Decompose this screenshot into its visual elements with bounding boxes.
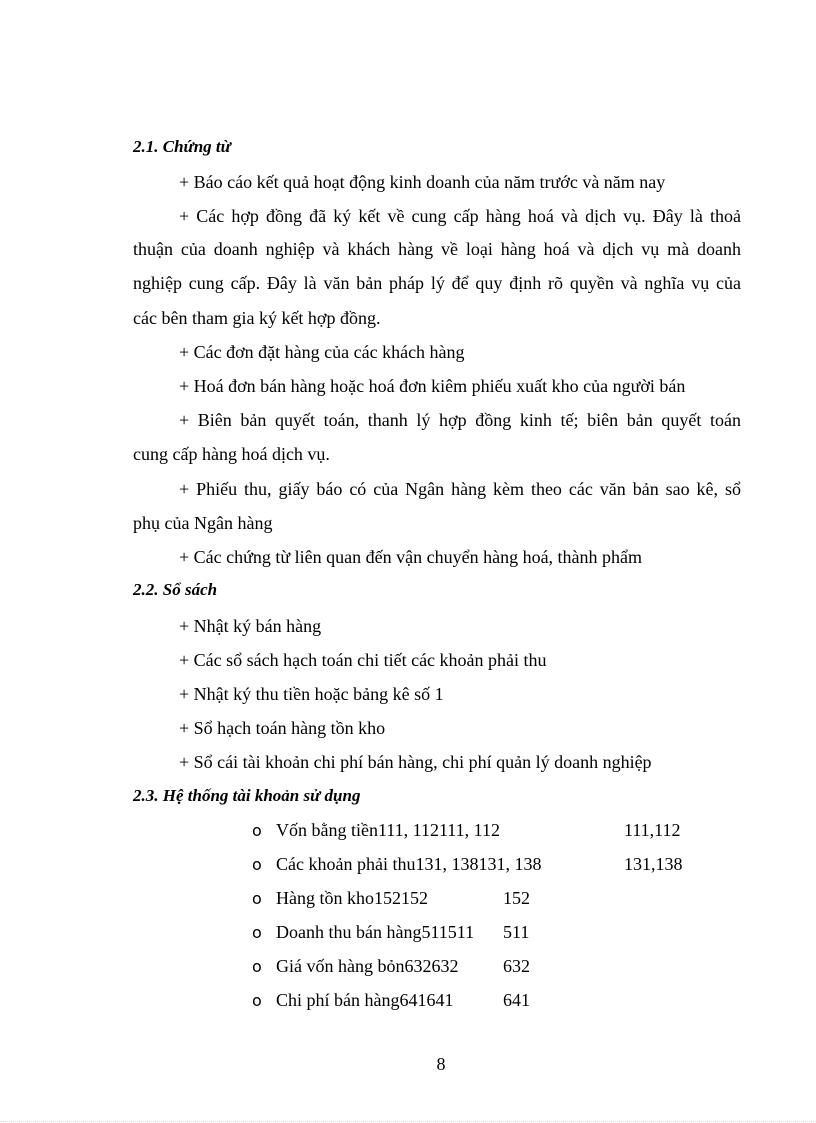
account-name: Các khoản phải thu131, 138131, 138 — [276, 854, 542, 874]
circle-bullet-icon: o — [252, 991, 262, 1010]
list-item: + Các sổ sách hạch toán chi tiết các khoản phải thu — [179, 650, 547, 670]
bottom-divider — [0, 1121, 816, 1122]
paragraph-line: cung cấp hàng hoá dịch vụ. — [133, 444, 330, 464]
circle-bullet-icon: o — [252, 923, 262, 942]
account-name: Giá vốn hàng bỏn632632 — [276, 956, 459, 976]
account-code: 632 — [503, 956, 530, 976]
page-number: 8 — [436, 1054, 446, 1074]
paragraph-line: các bên tham gia ký kết hợp đồng. — [133, 308, 381, 328]
paragraph-line: + Hoá đơn bán hàng hoặc hoá đơn kiêm phiếu xuất kho của người bán — [179, 376, 686, 396]
paragraph-line: + Các chứng từ liên quan đến vận chuyển hàng hoá, thành phẩm — [179, 547, 643, 567]
account-name: Vốn bằng tiền111, 112111, 112 — [276, 820, 500, 840]
account-code: 511 — [503, 922, 530, 942]
account-code: 152 — [503, 888, 530, 908]
circle-bullet-icon: o — [252, 855, 262, 874]
account-code: 131,138 — [624, 854, 683, 874]
section-heading-chung-tu: 2.1. Chứng từ — [133, 137, 231, 156]
list-item: + Nhật ký thu tiền hoặc bảng kê số 1 — [179, 684, 444, 704]
section-heading-tai-khoan: 2.3. Hệ thống tài khoản sử dụng — [133, 786, 361, 805]
paragraph-line: + Các đơn đặt hàng của các khách hàng — [179, 342, 465, 362]
paragraph-line: + Báo cáo kết quả hoạt động kinh doanh của năm trước và năm nay — [179, 172, 666, 192]
circle-bullet-icon: o — [252, 957, 262, 976]
account-name: Chi phí bán hàng641641 — [276, 990, 454, 1010]
circle-bullet-icon: o — [252, 889, 262, 908]
paragraph-line: nghiệp cung cấp. Đây là văn bản pháp lý để quy định rõ quyền và nghĩa vụ của — [133, 273, 741, 293]
account-name: Doanh thu bán hàng511511 — [276, 922, 475, 942]
list-item: + Sổ hạch toán hàng tồn kho — [179, 718, 386, 738]
paragraph-line: + Các hợp đồng đã ký kết về cung cấp hàng hoá và dịch vụ. Đây là thoả — [179, 206, 741, 226]
paragraph-line: + Phiếu thu, giấy báo có của Ngân hàng kèm theo các văn bản sao kê, sổ — [179, 479, 741, 499]
paragraph-line: phụ của Ngân hàng — [133, 513, 273, 533]
account-code: 111,112 — [624, 820, 681, 840]
list-item: + Sổ cái tài khoản chi phí bán hàng, chi phí quản lý doanh nghiệp — [179, 752, 652, 772]
account-name: Hàng tồn kho152152 — [276, 888, 428, 908]
section-heading-so-sach: 2.2. Sổ sách — [133, 580, 218, 599]
account-code: 641 — [503, 990, 530, 1010]
paragraph-line: + Biên bản quyết toán, thanh lý hợp đồng kinh tế; biên bản quyết toán — [179, 410, 741, 430]
circle-bullet-icon: o — [252, 821, 262, 840]
list-item: + Nhật ký bán hàng — [179, 616, 322, 636]
paragraph-line: thuận của doanh nghiệp và khách hàng về loại hàng hoá và dịch vụ mà doanh — [133, 239, 741, 259]
